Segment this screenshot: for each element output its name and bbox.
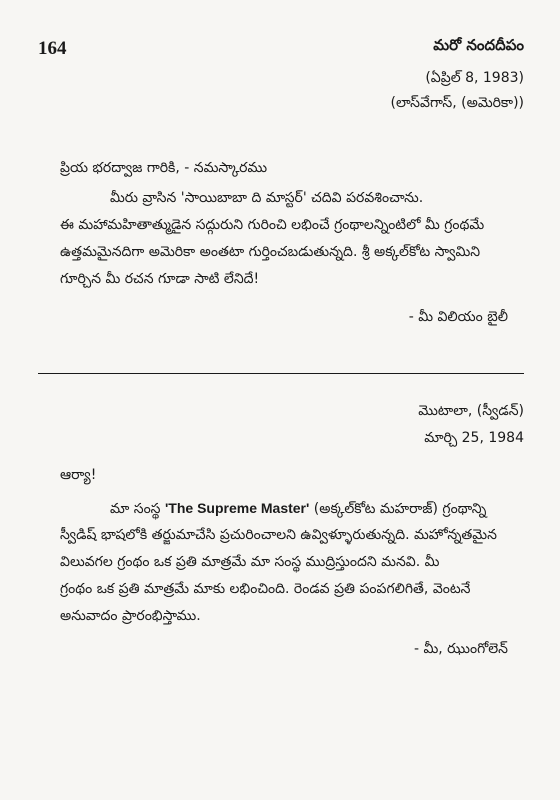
letter1-place: (లాస్‌వేగాస్, (అమెరికా)) xyxy=(390,95,524,111)
letter1-line: గూర్చిన మీ రచన గూడా సాటి లేనిదే! xyxy=(60,271,260,287)
letter2-line: గ్రంథం ఒక ప్రతి మాత్రమే మాకు లభించింది. రెండవ ప్రతి పంపగలిగితే, వెంటనే xyxy=(60,581,471,597)
letter2-date: మార్చి 25, 1984 xyxy=(424,430,524,446)
letter2-line: స్వీడిష్ భాషలోకి తర్జుమాచేసి ప్రచురించాలని ఉవ్విళ్ళూరుతున్నది. మహోన్నతమైన xyxy=(60,527,497,543)
letter2-line xyxy=(110,500,524,520)
letter1-line: ఉత్తమమైనదిగా అమెరికా అంతటా గుర్తించబడుతున్నది. శ్రీ అక్కల్‌కోట స్వామిని xyxy=(60,244,481,260)
letter2-line: అనువాదం ప్రారంభిస్తాము. xyxy=(60,608,201,624)
letter1-date: (ఏప్రిల్ 8, 1983) xyxy=(425,70,524,86)
letter2-line1-prefix: మా సంస్థ xyxy=(110,501,165,517)
page-number: 164 xyxy=(38,38,67,59)
book-title-reference: 'The Supreme Master' xyxy=(164,500,310,516)
letter2-place: మొటాలా, (స్వీడన్) xyxy=(418,403,524,419)
letter1-salutation: ప్రియ భరద్వాజ గారికి, - నమస్కారము xyxy=(60,160,268,176)
section-divider xyxy=(38,373,524,374)
letter1-signature: - మీ విలియం బైలీ xyxy=(408,309,508,325)
letter2-salutation: ఆర్యా! xyxy=(60,467,97,483)
letter2-line: విలువగల గ్రంథం ఒక ప్రతి మాత్రమే మా సంస్థ ముద్రిస్తుందని మనవి. మీ xyxy=(60,554,440,570)
letter2-signature: - మీ, ఝుంగోలెన్ xyxy=(413,641,508,657)
book-title: మరో నందదీపం xyxy=(433,36,524,54)
letter1-line: మీరు వ్రాసిన 'సాయిబాబా ది మాస్టర్' చదివి పరవశించాను. xyxy=(110,190,424,206)
letter2-line1-suffix: (అక్కల్‌కోట మహరాజ్) గ్రంథాన్ని xyxy=(309,501,487,517)
letter1-line: ఈ మహామహితాత్ముడైన సద్గురుని గురించి లభించే గ్రంథాలన్నింటిలో మీ గ్రంథమే xyxy=(60,217,485,233)
